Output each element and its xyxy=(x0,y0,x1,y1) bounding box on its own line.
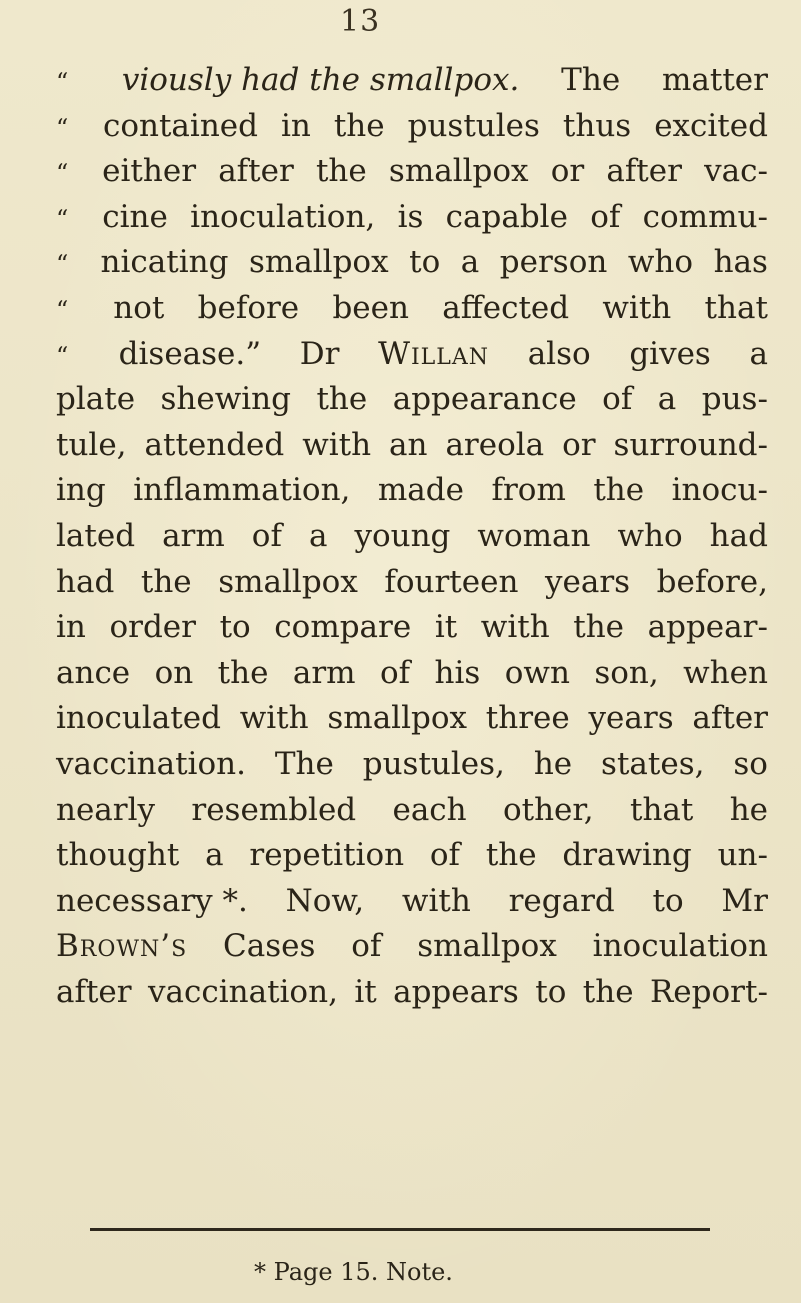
word: that xyxy=(704,289,768,326)
word: Cases xyxy=(223,928,316,965)
word: either xyxy=(102,153,197,190)
word: appear- xyxy=(647,609,768,646)
word: The xyxy=(274,745,334,782)
word: of xyxy=(251,517,282,554)
word: pustules, xyxy=(362,745,505,782)
word: when xyxy=(683,654,768,691)
word: appearance xyxy=(392,381,577,418)
word: other, xyxy=(502,791,594,828)
word: woman xyxy=(477,517,591,554)
word: order xyxy=(109,609,196,646)
text-line xyxy=(56,518,768,564)
body-text xyxy=(56,62,768,1019)
text-line xyxy=(56,244,768,290)
word: years xyxy=(588,700,674,737)
word: pustules xyxy=(407,107,540,144)
word: Dr xyxy=(299,335,340,372)
word: commu- xyxy=(642,198,768,235)
word: excited xyxy=(654,107,768,144)
word: of xyxy=(379,654,411,691)
word: repetition xyxy=(249,837,405,874)
text-line xyxy=(56,837,768,883)
word: arm xyxy=(292,654,356,691)
word: pus- xyxy=(701,381,768,418)
word: inocu- xyxy=(671,472,768,509)
footnote: * Page 15. Note. xyxy=(254,1258,453,1286)
word: Mr xyxy=(721,882,768,919)
word: is xyxy=(397,198,424,235)
word: smallpox xyxy=(248,244,389,281)
word: person xyxy=(499,244,608,281)
word: The xyxy=(561,62,621,98)
word: lated xyxy=(56,517,136,554)
word: who xyxy=(627,244,694,281)
word: the xyxy=(217,654,269,691)
word: to xyxy=(652,882,684,919)
word: had xyxy=(709,517,768,554)
word: necessary *. xyxy=(56,882,248,919)
word: with xyxy=(302,426,372,463)
word: been xyxy=(332,289,409,326)
text-line xyxy=(56,472,768,518)
word: disease.” xyxy=(118,335,262,372)
word: or xyxy=(562,426,596,463)
text-line xyxy=(56,746,768,792)
word: of xyxy=(602,381,633,418)
word: of xyxy=(429,837,461,874)
word: drawing xyxy=(562,837,692,874)
word: inflammation, xyxy=(133,472,351,509)
word: of xyxy=(590,198,621,235)
word: ance xyxy=(56,654,131,691)
word: that xyxy=(629,791,694,828)
word: inoculated xyxy=(56,700,221,737)
word: the xyxy=(593,472,645,509)
word: a xyxy=(460,244,480,281)
word: before xyxy=(197,289,300,326)
word: with xyxy=(401,882,471,919)
text-line xyxy=(56,928,768,974)
text-line xyxy=(56,883,768,929)
footnote-rule xyxy=(90,1228,710,1231)
word: who xyxy=(617,517,683,554)
word: resembled xyxy=(191,791,357,828)
text-line xyxy=(56,792,768,838)
word: with xyxy=(239,700,309,737)
word: after xyxy=(218,153,294,190)
word: ing xyxy=(56,472,106,509)
word: smallpox xyxy=(218,563,358,600)
text-line xyxy=(56,609,768,655)
word: compare xyxy=(274,609,412,646)
page-number: 13 xyxy=(340,4,381,39)
quote-mark: “ xyxy=(56,113,69,142)
quote-mark: “ xyxy=(56,68,69,96)
word: Now, xyxy=(285,882,365,919)
word: areola xyxy=(445,426,545,463)
word: made xyxy=(377,472,464,509)
word: son, xyxy=(594,654,659,691)
word: or xyxy=(550,153,585,190)
word: smallpox xyxy=(417,928,557,965)
quote-mark: “ xyxy=(56,341,69,370)
word: an xyxy=(389,426,428,463)
word: it xyxy=(354,973,377,1010)
word: with xyxy=(480,609,550,646)
word: from xyxy=(491,472,566,509)
word: inoculation xyxy=(592,928,768,965)
word: also xyxy=(527,335,591,372)
quote-mark: “ xyxy=(56,204,69,233)
word: states, xyxy=(601,745,705,782)
text-line xyxy=(56,153,768,199)
word: the xyxy=(485,837,537,874)
text-line xyxy=(56,655,768,701)
word: on xyxy=(154,654,194,691)
word: attended xyxy=(144,426,285,463)
word: the xyxy=(140,563,192,600)
quote-mark: “ xyxy=(56,250,69,279)
word: had xyxy=(56,563,115,600)
word: contained xyxy=(102,107,258,144)
word: to xyxy=(535,973,567,1010)
word: with xyxy=(602,289,672,326)
word: the xyxy=(315,153,367,190)
text-line xyxy=(56,290,768,336)
word: arm xyxy=(162,517,225,554)
word: thus xyxy=(562,107,632,144)
word: smallpox xyxy=(388,153,529,190)
word: cine xyxy=(102,198,168,235)
word: Willan xyxy=(378,335,490,372)
word: gives xyxy=(629,335,711,372)
word: affected xyxy=(442,289,570,326)
word: un- xyxy=(717,837,768,874)
text-line xyxy=(56,199,768,245)
word: he xyxy=(533,745,573,782)
word: three xyxy=(485,700,570,737)
quote-mark: “ xyxy=(56,159,69,188)
word: before, xyxy=(656,563,768,600)
word: to xyxy=(219,609,251,646)
text-line xyxy=(56,700,768,746)
word: capable xyxy=(445,198,568,235)
word: each xyxy=(392,791,467,828)
word: in xyxy=(56,609,86,646)
bleed-through-text xyxy=(110,1198,710,1238)
word: in xyxy=(280,107,311,144)
text-line xyxy=(56,427,768,473)
word: so xyxy=(733,745,768,782)
word: vaccination, xyxy=(147,973,338,1010)
word: the xyxy=(573,609,625,646)
word: Report- xyxy=(649,973,768,1010)
word: his xyxy=(434,654,481,691)
word: inoculation, xyxy=(190,198,376,235)
text-line xyxy=(56,108,768,154)
word: a xyxy=(749,335,768,372)
text-line xyxy=(56,62,768,108)
word: he xyxy=(729,791,768,828)
word: vaccination. xyxy=(56,745,246,782)
word: own xyxy=(504,654,570,691)
word: of xyxy=(351,928,382,965)
word: a xyxy=(657,381,677,418)
word: nicating xyxy=(100,244,229,281)
word: thought xyxy=(56,837,180,874)
word: shewing xyxy=(160,381,291,418)
word: after xyxy=(606,153,682,190)
text-line xyxy=(56,336,768,382)
word: plate xyxy=(56,381,136,418)
word: viously had the smallpox. xyxy=(121,62,520,98)
word: the xyxy=(316,381,368,418)
word: not xyxy=(113,289,165,326)
word: the xyxy=(582,973,634,1010)
word: Brown’s xyxy=(56,928,188,965)
word: matter xyxy=(662,62,768,98)
word: tule, xyxy=(56,426,127,463)
text-line xyxy=(56,974,768,1020)
word: surround- xyxy=(613,426,768,463)
text-line xyxy=(56,564,768,610)
word: has xyxy=(713,244,768,281)
word: regard xyxy=(508,882,615,919)
word: smallpox xyxy=(327,700,467,737)
word: young xyxy=(354,517,451,554)
word: a xyxy=(308,517,328,554)
word: after xyxy=(692,700,768,737)
word: to xyxy=(409,244,441,281)
word: a xyxy=(205,837,224,874)
word: years xyxy=(544,563,631,600)
word: nearly xyxy=(56,791,156,828)
word: the xyxy=(333,107,385,144)
text-line xyxy=(56,381,768,427)
word: vac- xyxy=(704,153,768,190)
word: after xyxy=(56,973,132,1010)
word: appears xyxy=(393,973,519,1010)
quote-mark: “ xyxy=(56,295,69,324)
word: it xyxy=(434,609,458,646)
word: fourteen xyxy=(384,563,519,600)
